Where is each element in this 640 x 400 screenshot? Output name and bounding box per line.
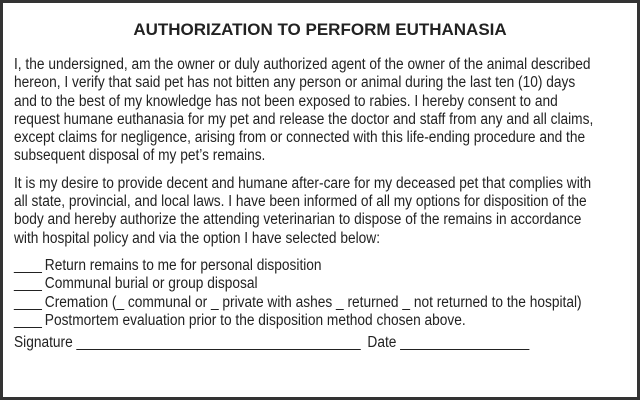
disposition-options xyxy=(14,257,625,330)
text-line: request humane euthanasia for my pet and release the doctor and staff from any and all claims, xyxy=(14,110,594,128)
option-return-remains[interactable] xyxy=(14,257,625,275)
paragraph-aftercare xyxy=(14,175,625,248)
text-line: I, the undersigned, am the owner or duly authorized agent of the owner of the animal described xyxy=(14,56,591,73)
option-postmortem[interactable] xyxy=(14,312,625,330)
option-blank[interactable]: ____ xyxy=(14,256,41,274)
option-cremation[interactable] xyxy=(14,294,625,312)
option-label: Communal burial or group disposal xyxy=(44,275,258,293)
text-line: and to the best of my knowledge has not been exposed to rabies. I hereby consent to and xyxy=(14,92,558,110)
date-label: Date xyxy=(367,334,397,352)
signature-row xyxy=(14,334,625,352)
option-blank[interactable]: ____ xyxy=(14,311,41,329)
option-blank[interactable]: ____ xyxy=(14,293,41,311)
signature-label: Signature xyxy=(14,334,73,352)
text-line: with hospital policy and via the option I have selected below: xyxy=(14,229,381,247)
text-line: hereon, I verify that said pet has not bitten any person or animal during the last ten (10) days xyxy=(14,74,576,92)
option-label: Cremation (_ communal or _ private with ashes _ returned _ not returned to the hospital) xyxy=(44,293,582,311)
text-line: body and hereby authorize the attending veterinarian to dispose of the remains in accordance xyxy=(14,211,582,229)
text-line: except claims for negligence, arising from or connected with this life-ending procedure and the xyxy=(14,129,586,147)
text-line: all state, provincial, and local laws. I have been informed of all my options for disposition of the xyxy=(14,193,587,211)
document-title: AUTHORIZATION TO PERFORM EUTHANASIA xyxy=(133,20,507,39)
option-label: Return remains to me for personal disposition xyxy=(44,256,322,274)
date-field[interactable]: ___________________ xyxy=(400,334,529,352)
option-label: Postmortem evaluation prior to the disposition method chosen above. xyxy=(44,311,466,329)
option-communal-burial[interactable] xyxy=(14,275,625,293)
signature-field[interactable]: __________________________________________ xyxy=(76,334,360,352)
option-blank[interactable]: ____ xyxy=(14,275,41,293)
paragraph-consent xyxy=(14,56,625,166)
text-line: subsequent disposal of my pet’s remains. xyxy=(14,147,266,165)
document-body xyxy=(14,56,625,352)
text-line: It is my desire to provide decent and humane after-care for my deceased pet that complies with xyxy=(14,174,592,192)
